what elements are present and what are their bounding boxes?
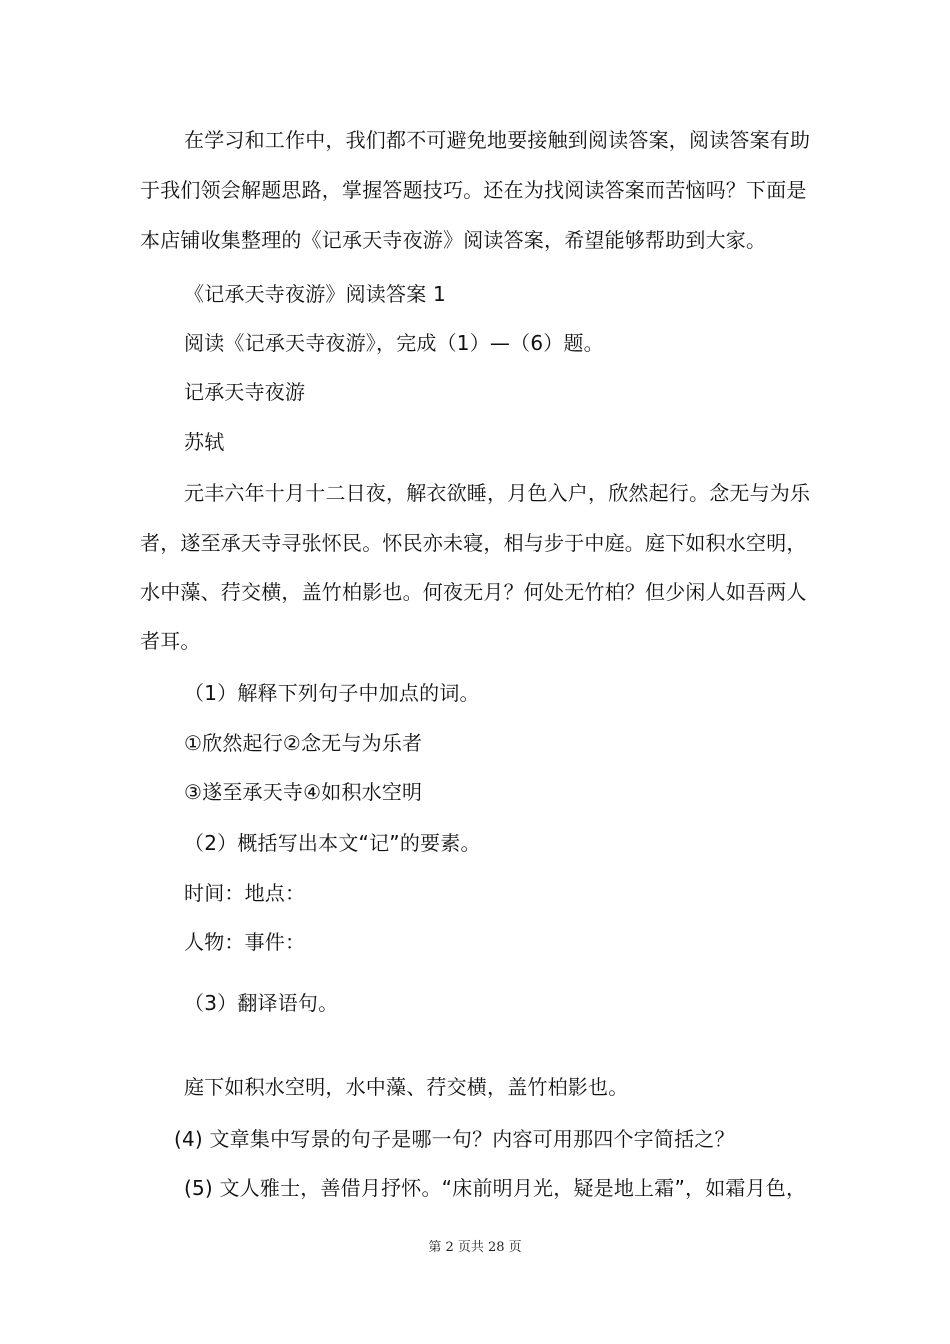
- intro-line-3: 本店铺收集整理的《记承天寺夜游》阅读答案，希望能够帮助到大家。: [140, 228, 767, 252]
- question-1-items-a: ①欣然起行②念无与为乐者: [184, 731, 423, 755]
- question-4: (4) 文章集中写景的句子是哪一句？内容可用那四个字简括之？: [174, 1127, 735, 1151]
- section-title: 《记承天寺夜游》阅读答案 1: [184, 282, 446, 306]
- question-2: （2）概括写出本文“记”的要素。: [184, 831, 481, 855]
- intro-line-2: 于我们领会解题思路，掌握答题技巧。还在为找阅读答案而苦恼吗？下面是: [140, 178, 807, 202]
- passage-line-2: 者，遂至承天寺寻张怀民。怀民亦未寝，相与步于中庭。庭下如积水空明，: [140, 531, 807, 555]
- question-1: （1）解释下列句子中加点的词。: [184, 681, 480, 705]
- instruction: 阅读《记承天寺夜游》，完成（1）—（6）题。: [184, 331, 604, 355]
- passage-line-1: 元丰六年十月十二日夜，解衣欲睡，月色入户，欣然起行。念无与为乐: [184, 481, 811, 505]
- question-3: （3）翻译语句。: [184, 991, 339, 1015]
- author: 苏轼: [184, 430, 225, 454]
- passage-line-4: 者耳。: [140, 629, 201, 653]
- question-2-line-b: 人物：事件：: [184, 930, 306, 954]
- question-3-sentence: 庭下如积水空明，水中藻、荇交横，盖竹柏影也。: [184, 1075, 629, 1099]
- question-5: (5) 文人雅士，善借月抒怀。“床前明月光，疑是地上霜”，如霜月色，: [184, 1176, 807, 1200]
- question-1-items-b: ③遂至承天寺④如积水空明: [184, 780, 423, 804]
- intro-line-1: 在学习和工作中，我们都不可避免地要接触到阅读答案，阅读答案有助: [184, 128, 811, 152]
- poem-title: 记承天寺夜游: [184, 380, 306, 404]
- question-2-line-a: 时间：地点：: [184, 881, 306, 905]
- page-footer: 第 2 页共 28 页: [428, 1240, 522, 1255]
- passage-line-3: 水中藻、荇交横，盖竹柏影也。何夜无月？何处无竹柏？但少闲人如吾两人: [140, 580, 807, 604]
